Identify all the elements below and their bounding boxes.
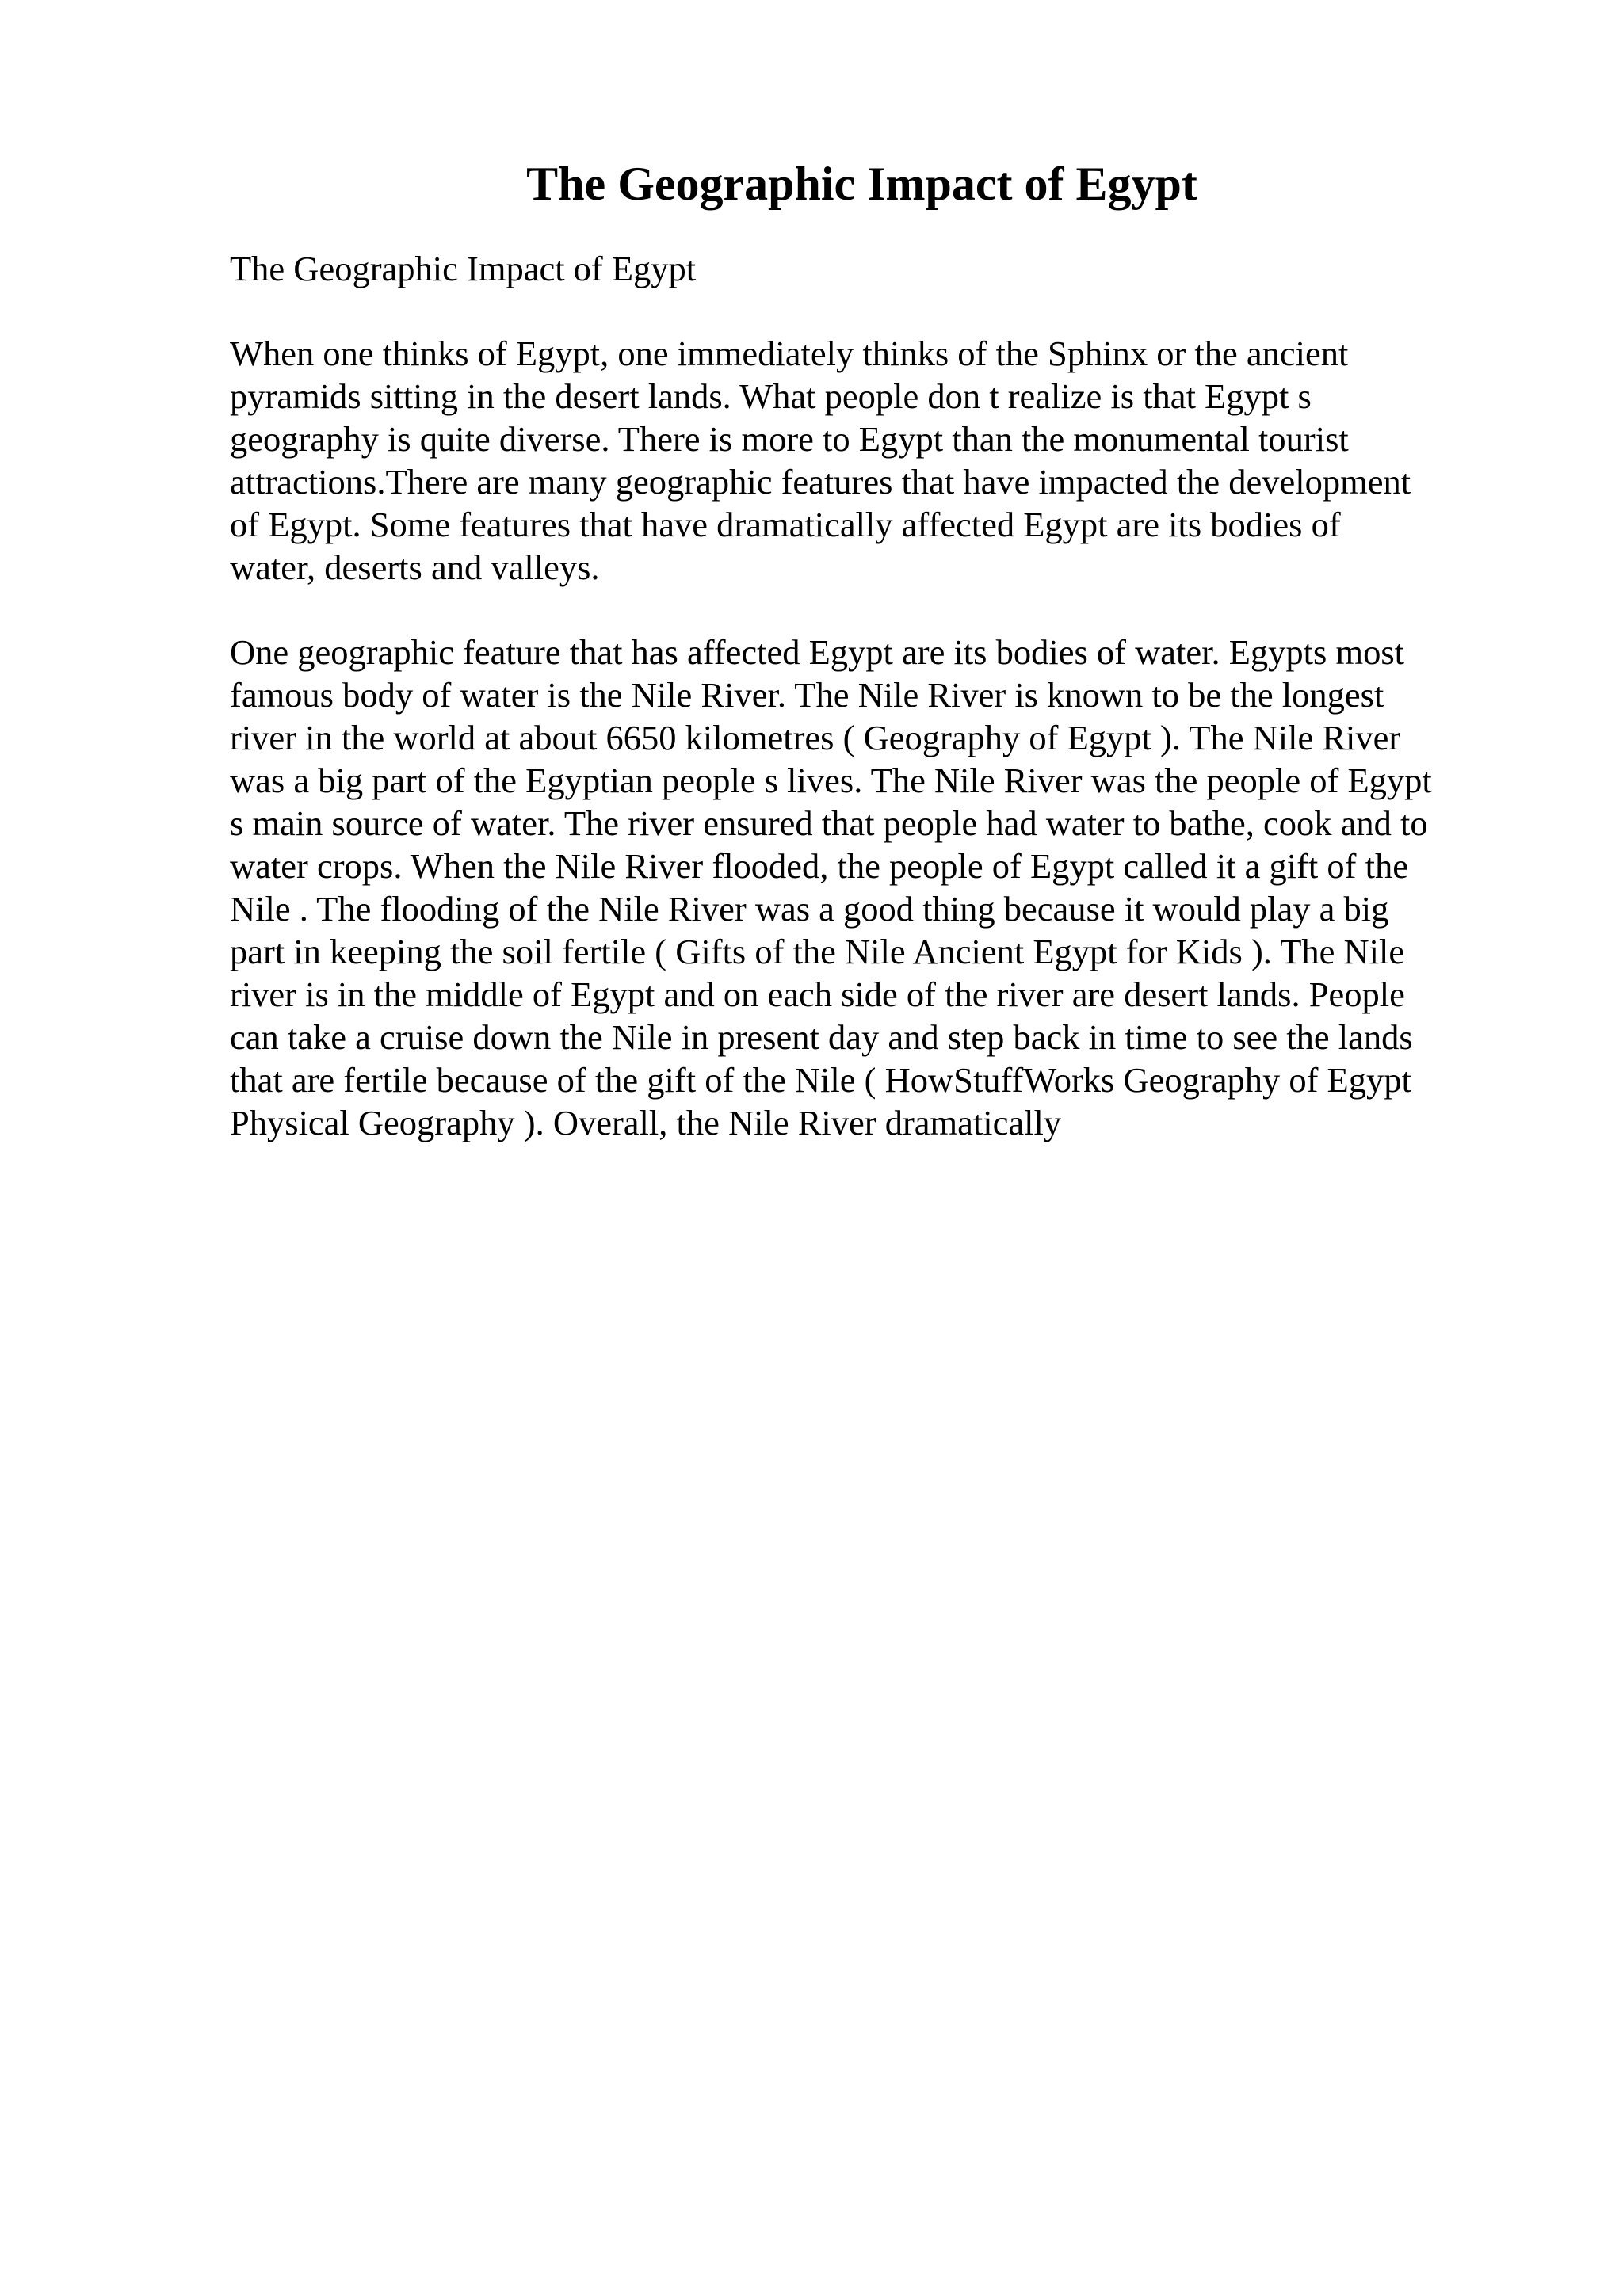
paragraph-line: was a big part of the Egyptian people s lives. The Nile River was the people of Egypt — [230, 761, 1432, 800]
paragraph-line: famous body of water is the Nile River. The Nile River is known to be the longest — [230, 675, 1384, 715]
paragraph-line: Nile . The flooding of the Nile River was a good thing because it would play a big — [230, 889, 1389, 929]
paragraph-line: water, deserts and valleys. — [230, 547, 600, 587]
paragraph-line: geography is quite diverse. There is more to Egypt than the monumental tourist — [230, 419, 1349, 459]
paragraph-line: Physical Geography ). Overall, the Nile River dramatically — [230, 1103, 1062, 1142]
paragraph-intro — [230, 332, 1498, 589]
paragraph-line: One geographic feature that has affected Egypt are its bodies of water. Egypts most — [230, 632, 1405, 672]
document-title: The Geographic Impact of Egypt — [526, 158, 1197, 210]
paragraph-line: water crops. When the Nile River flooded, the people of Egypt called it a gift of the — [230, 846, 1408, 886]
paragraph-line: When one thinks of Egypt, one immediately thinks of the Sphinx or the ancient — [230, 334, 1349, 373]
paragraph-line: part in keeping the soil fertile ( Gifts of the Nile Ancient Egypt for Kids ). The Nile — [230, 932, 1405, 971]
paragraph-line: attractions.There are many geographic features that have impacted the development — [230, 462, 1411, 502]
paragraph-line: pyramids sitting in the desert lands. What people don t realize is that Egypt s — [230, 376, 1312, 416]
paragraph-line: river is in the middle of Egypt and on each side of the river are desert lands. People — [230, 974, 1405, 1014]
paragraph-line: river in the world at about 6650 kilometres ( Geography of Egypt ). The Nile River — [230, 718, 1401, 757]
paragraph-line: of Egypt. Some features that have dramatically affected Egypt are its bodies of — [230, 505, 1341, 544]
paragraph-line: that are fertile because of the gift of the Nile ( HowStuffWorks Geography of Egypt — [230, 1060, 1411, 1100]
document-subtitle: The Geographic Impact of Egypt — [230, 249, 697, 288]
paragraph-line: can take a cruise down the Nile in present day and step back in time to see the lands — [230, 1017, 1413, 1057]
paragraph-line: s main source of water. The river ensured that people had water to bathe, cook and to — [230, 803, 1428, 843]
paragraph-bodies-of-water — [230, 631, 1498, 1144]
